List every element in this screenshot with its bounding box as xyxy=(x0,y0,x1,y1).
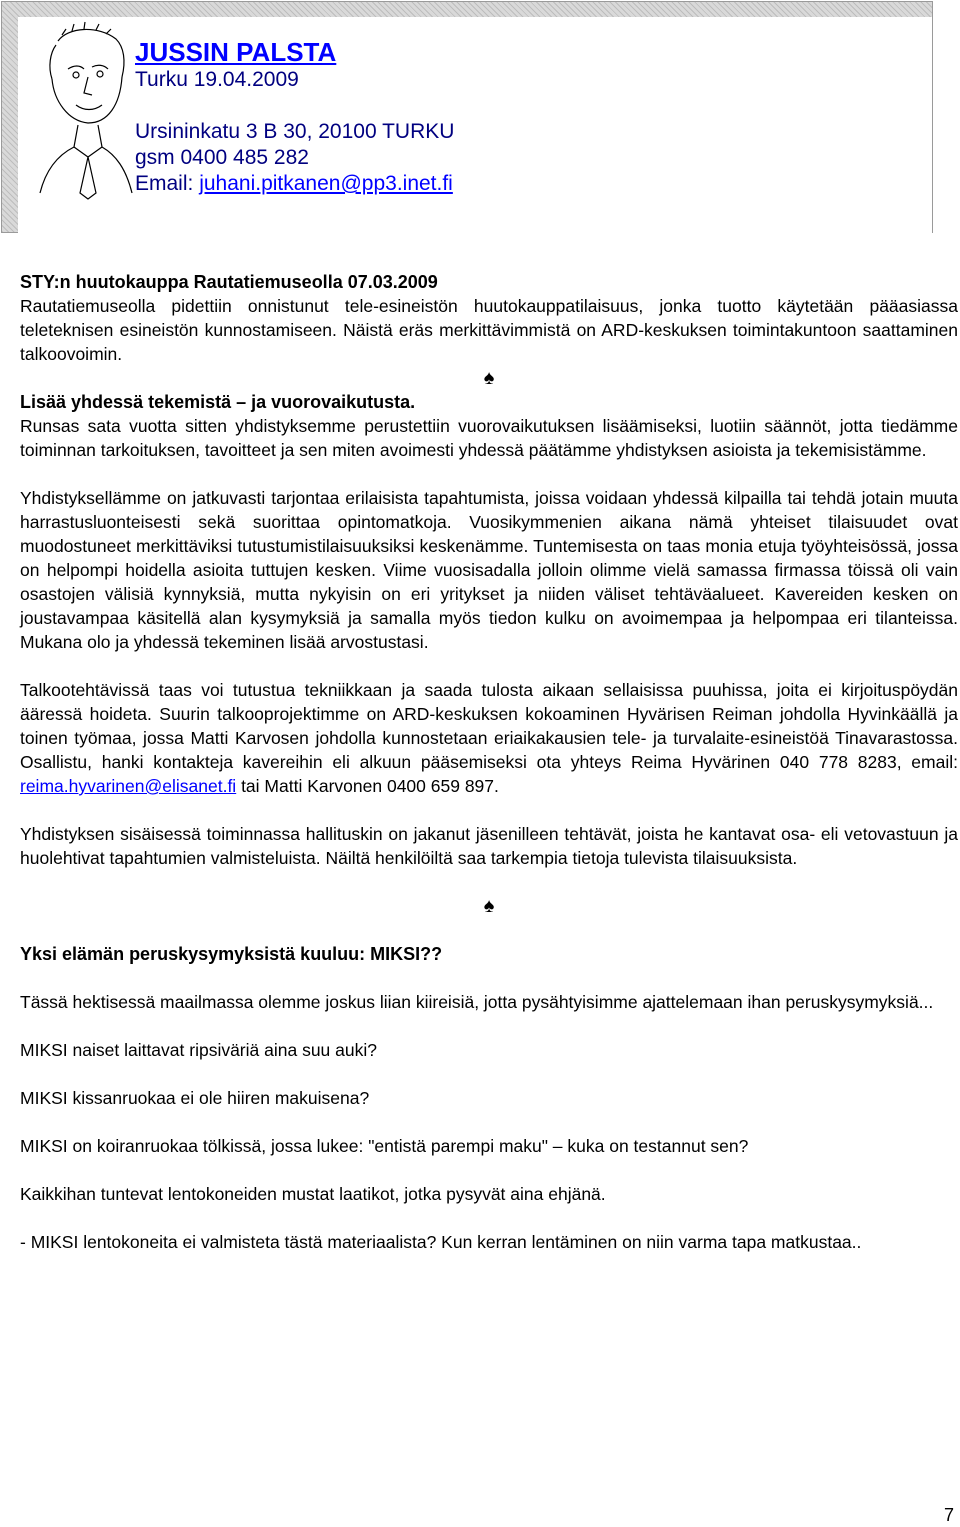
header-box xyxy=(1,1,933,233)
email-link[interactable]: juhani.pitkanen@pp3.inet.fi xyxy=(199,172,453,195)
volunteer-text-end: tai Matti Karvonen 0400 659 897. xyxy=(236,776,499,796)
volunteer-text: Talkootehtävissä taas voi tutustua tekniikkaan ja saada tulosta aikaan sellaisissa puuhissa, joita ei kirjoituspöydän ääressä hoideta. Suurin talkooprojektimme on ARD-keskuksen kokoaminen Hyvärisen Reiman johdolla Hyvinkäällä ja toinen työmaa, jossa Matti Karvosen johdolla kunnostetaan eriaikakausien tele- ja turvalaite-esineistöä Tinavarastossa. Osallistu, hanki kontakteja kavereihin eli alkuun pääsemiseksi ota yhteys Reima Hyvärinen 040 778 8283, email: xyxy=(20,680,958,772)
reima-email-link[interactable]: reima.hyvarinen@elisanet.fi xyxy=(20,776,237,796)
paragraph-q3: MIKSI on koiranruokaa tölkissä, jossa lukee: "entistä parempi maku" – kuka on testannut sen? xyxy=(20,1136,749,1156)
column-title: JUSSIN PALSTA xyxy=(135,37,337,67)
section-heading-cooperation: Lisää yhdessä tekemistä – ja vuorovaikutusta. xyxy=(20,392,416,412)
email-line xyxy=(135,171,454,197)
section-heading-auction: STY:n huutokauppa Rautatiemuseolla 07.03.2009 xyxy=(20,272,438,292)
phone-line: gsm 0400 485 282 xyxy=(135,146,309,169)
paragraph-q2: MIKSI kissanruokaa ei ole hiiren makuisena? xyxy=(20,1088,370,1108)
paragraph-q4: Kaikkihan tuntevat lentokoneiden mustat laatikot, jotka pysyvät aina ehjänä. xyxy=(20,1184,606,1204)
header-inner xyxy=(18,17,932,233)
paragraph-q1: MIKSI naiset laittavat ripsiväriä aina suu auki? xyxy=(20,1040,377,1060)
paragraph-auction: Rautatiemuseolla pidettiin onnistunut tele-esineistön huutokauppatilaisuus, jonka tuotto käytetään pääasiassa teleteknisen esineistön kunnostamiseen. Näistä eräs merkittävimmistä on ARD-keskuksen toimintakuntoon saattaminen talkoovoimin. xyxy=(20,296,958,364)
header-text xyxy=(135,37,454,197)
portrait-sketch xyxy=(28,21,138,201)
paragraph-volunteer xyxy=(20,678,958,798)
email-label: Email: xyxy=(135,172,200,195)
paragraph-events: Yhdistyksellämme on jatkuvasti tarjontaa erilaisista tapahtumista, joissa voidaan yhdessä kilpailla tai tehdä jotain muuta harrastusluonteisesti sekä suorittaa opintomatkoja. Vuosikymmenien aikana nämä yhteiset tilaisuudet ovat muodostuneet merkittäviksi tutustumistilaisuuksiksi keskenämme. Tuntemisesta on taas monia etuja työyhteisössä, jossa on helpompi hoidella asioita tuttujen kesken. Viime vuosisadalla jolloin olimme vielä samassa firmassa töissä oli vain osastojen välisiä kynnyksiä, mutta nykyisin on eri yritykset ja niiden väliset tehtäväalueet. Kavereiden kesken on joustavampaa käsitellä alan kysymyksiä ja samalla myös tiedon kulku on avoimempaa ja helpompaa eri tilanteissa. Mukana olo ja yhdessä tekeminen lisää arvostustasi. xyxy=(20,488,958,652)
article-content xyxy=(20,270,958,1254)
address-line: Ursininkatu 3 B 30, 20100 TURKU xyxy=(135,120,455,143)
spade-divider-icon-2: ♠ xyxy=(483,895,495,917)
spade-divider-icon: ♠ xyxy=(483,367,495,389)
paragraph-intro: Tässä hektisessä maailmassa olemme joskus liian kiireisiä, jotta pysähtyisimme ajattelemaan ihan peruskysymyksiä... xyxy=(20,992,934,1012)
paragraph-board: Yhdistyksen sisäisessä toiminnassa hallituskin on jakanut jäsenilleen tehtävät, joista he kantavat osa- eli vetovastuun ja huolehtivat tapahtumien valmisteluista. Näiltä henkilöiltä saa tarkempia tietoja tulevista tilaisuuksista. xyxy=(20,824,958,868)
paragraph-q5: - MIKSI lentokoneita ei valmisteta tästä materiaalista? Kun kerran lentäminen on niin varma tapa matkustaa.. xyxy=(20,1232,862,1252)
date-line: Turku 19.04.2009 xyxy=(135,68,299,91)
paragraph-history: Runsas sata vuotta sitten yhdistyksemme perustettiin vuorovaikutuksen lisäämiseksi, luotiin säännöt, jotta tiedämme toiminnan tarkoituksen, tavoitteet ja sen miten avoimesti yhdessä päätämme yhdistyksen asioista ja tekemisistämme. xyxy=(20,416,958,460)
page-number: 7 xyxy=(943,1505,954,1525)
section-heading-miksi: Yksi elämän peruskysymyksistä kuuluu: MIKSI?? xyxy=(20,944,443,964)
